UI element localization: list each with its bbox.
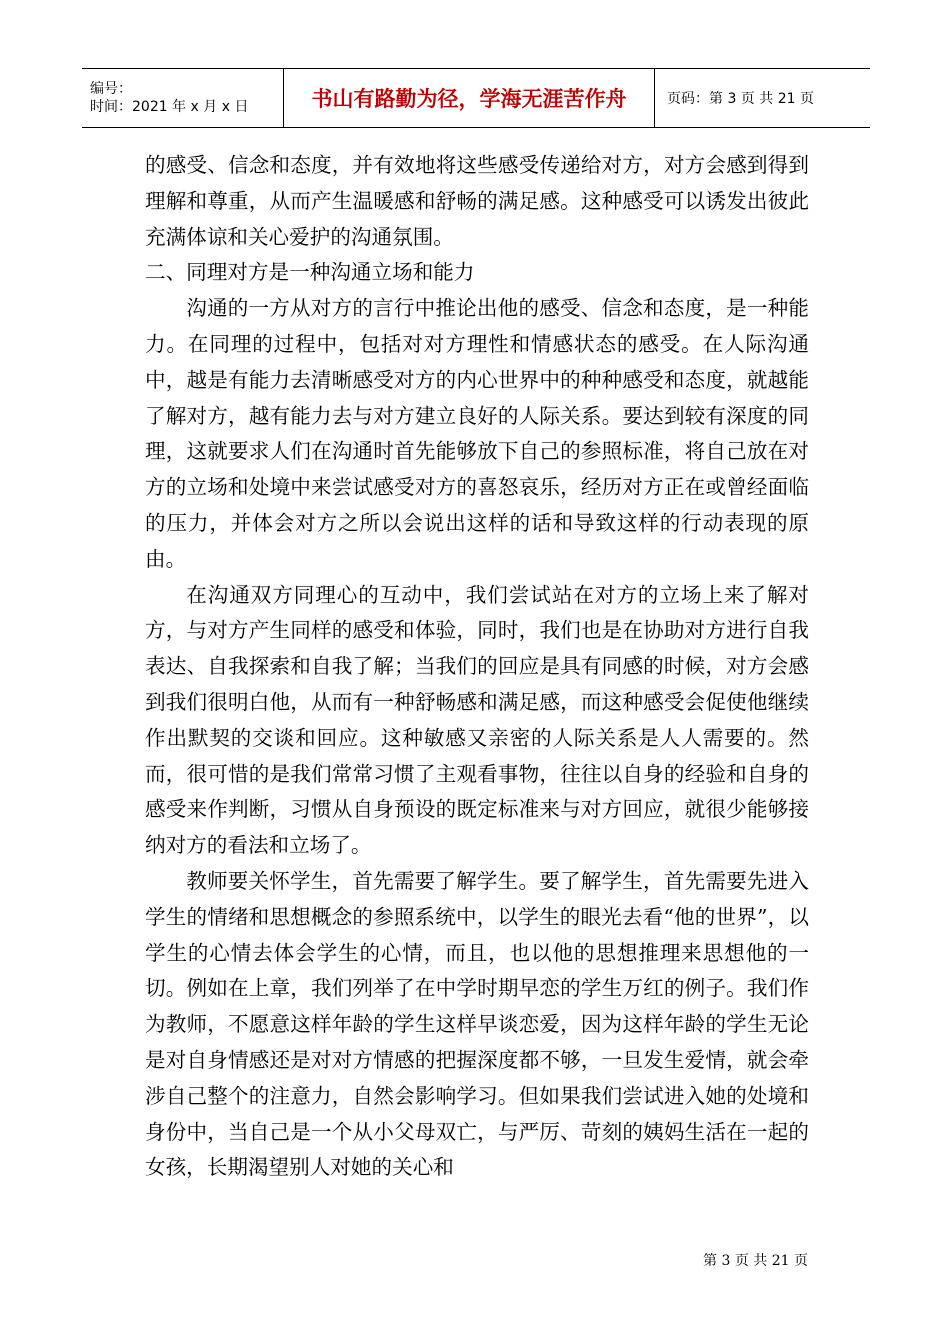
document-body — [145, 148, 809, 1186]
header-meta — [82, 69, 283, 127]
paragraph: 在沟通双方同理心的互动中，我们尝试站在对方的立场上来了解对方，与对方产生同样的感受和体验，同时，我们也是在协助对方进行自我表达、自我探索和自我了解；当我们的回应是具有同感的时候，对方会感到我们很明白他，从而有一种舒畅感和满足感，而这种感受会促使他继续作出默契的交谈和回应。这种敏感又亲密的人际关系是人人需要的。然而，很可惜的是我们常常习惯了主观看事物，往往以自身的经验和自身的感受来作判断，习惯从自身预设的既定标准来与对方回应，就很少能够接纳对方的看法和立场了。 — [145, 582, 809, 858]
paragraph-continuation: 的感受、信念和态度，并有效地将这些感受传递给对方，对方会感到得到理解和尊重，从而产生温暖感和舒畅的满足感。这种感受可以诱发出彼此充满体谅和关心爱护的沟通氛围。 — [145, 153, 809, 249]
time-label: 时间：2021 年 x 月 x 日 — [90, 99, 249, 115]
motto-text: 书山有路勤为径，学海无涯苦作舟 — [311, 87, 627, 111]
number-label: 编号： — [90, 81, 132, 97]
section-heading: 二、同理对方是一种沟通立场和能力 — [145, 260, 475, 285]
header-page-code — [655, 69, 870, 127]
page-code-text: 页码：第 3 页 共 21 页 — [667, 91, 814, 107]
paragraph: 沟通的一方从对方的言行中推论出他的感受、信念和态度，是一种能力。在同理的过程中，包括对对方理性和情感状态的感受。在人际沟通中，越是有能力去清晰感受对方的内心世界中的种种感受和态度，就越能了解对方，越有能力去与对方建立良好的人际关系。要达到较有深度的同理，这就要求人们在沟通时首先能够放下自己的参照标准，将自己放在对方的立场和处境中来尝试感受对方的喜怒哀乐，经历对方正在或曾经面临的压力，并体会对方之所以会说出这样的话和导致这样的行动表现的原由。 — [145, 296, 809, 571]
page-footer: 第 3 页 共 21 页 — [703, 1253, 808, 1269]
paragraph: 教师要关怀学生，首先需要了解学生。要了解学生，首先需要先进入学生的情绪和思想概念的参照系统中，以学生的眼光去看“他的世界”，以学生的心情去体会学生的心情，而且，也以他的思想推理来思想他的一切。例如在上章，我们列举了在中学时期早恋的学生万红的例子。我们作为教师，不愿意这样年龄的学生这样早谈恋爱，因为这样年龄的学生无论是对自身情感还是对对方情感的把握深度都不够，一旦发生爱情，就会牵涉自己整个的注意力，自然会影响学习。但如果我们尝试进入她的处境和身份中，当自己是一个从小父母双亡，与严厉、苛刻的姨妈生活在一起的女孩，长期渴望别人对她的关心和 — [145, 868, 809, 1180]
header-motto — [283, 69, 655, 127]
header-table — [82, 68, 870, 128]
